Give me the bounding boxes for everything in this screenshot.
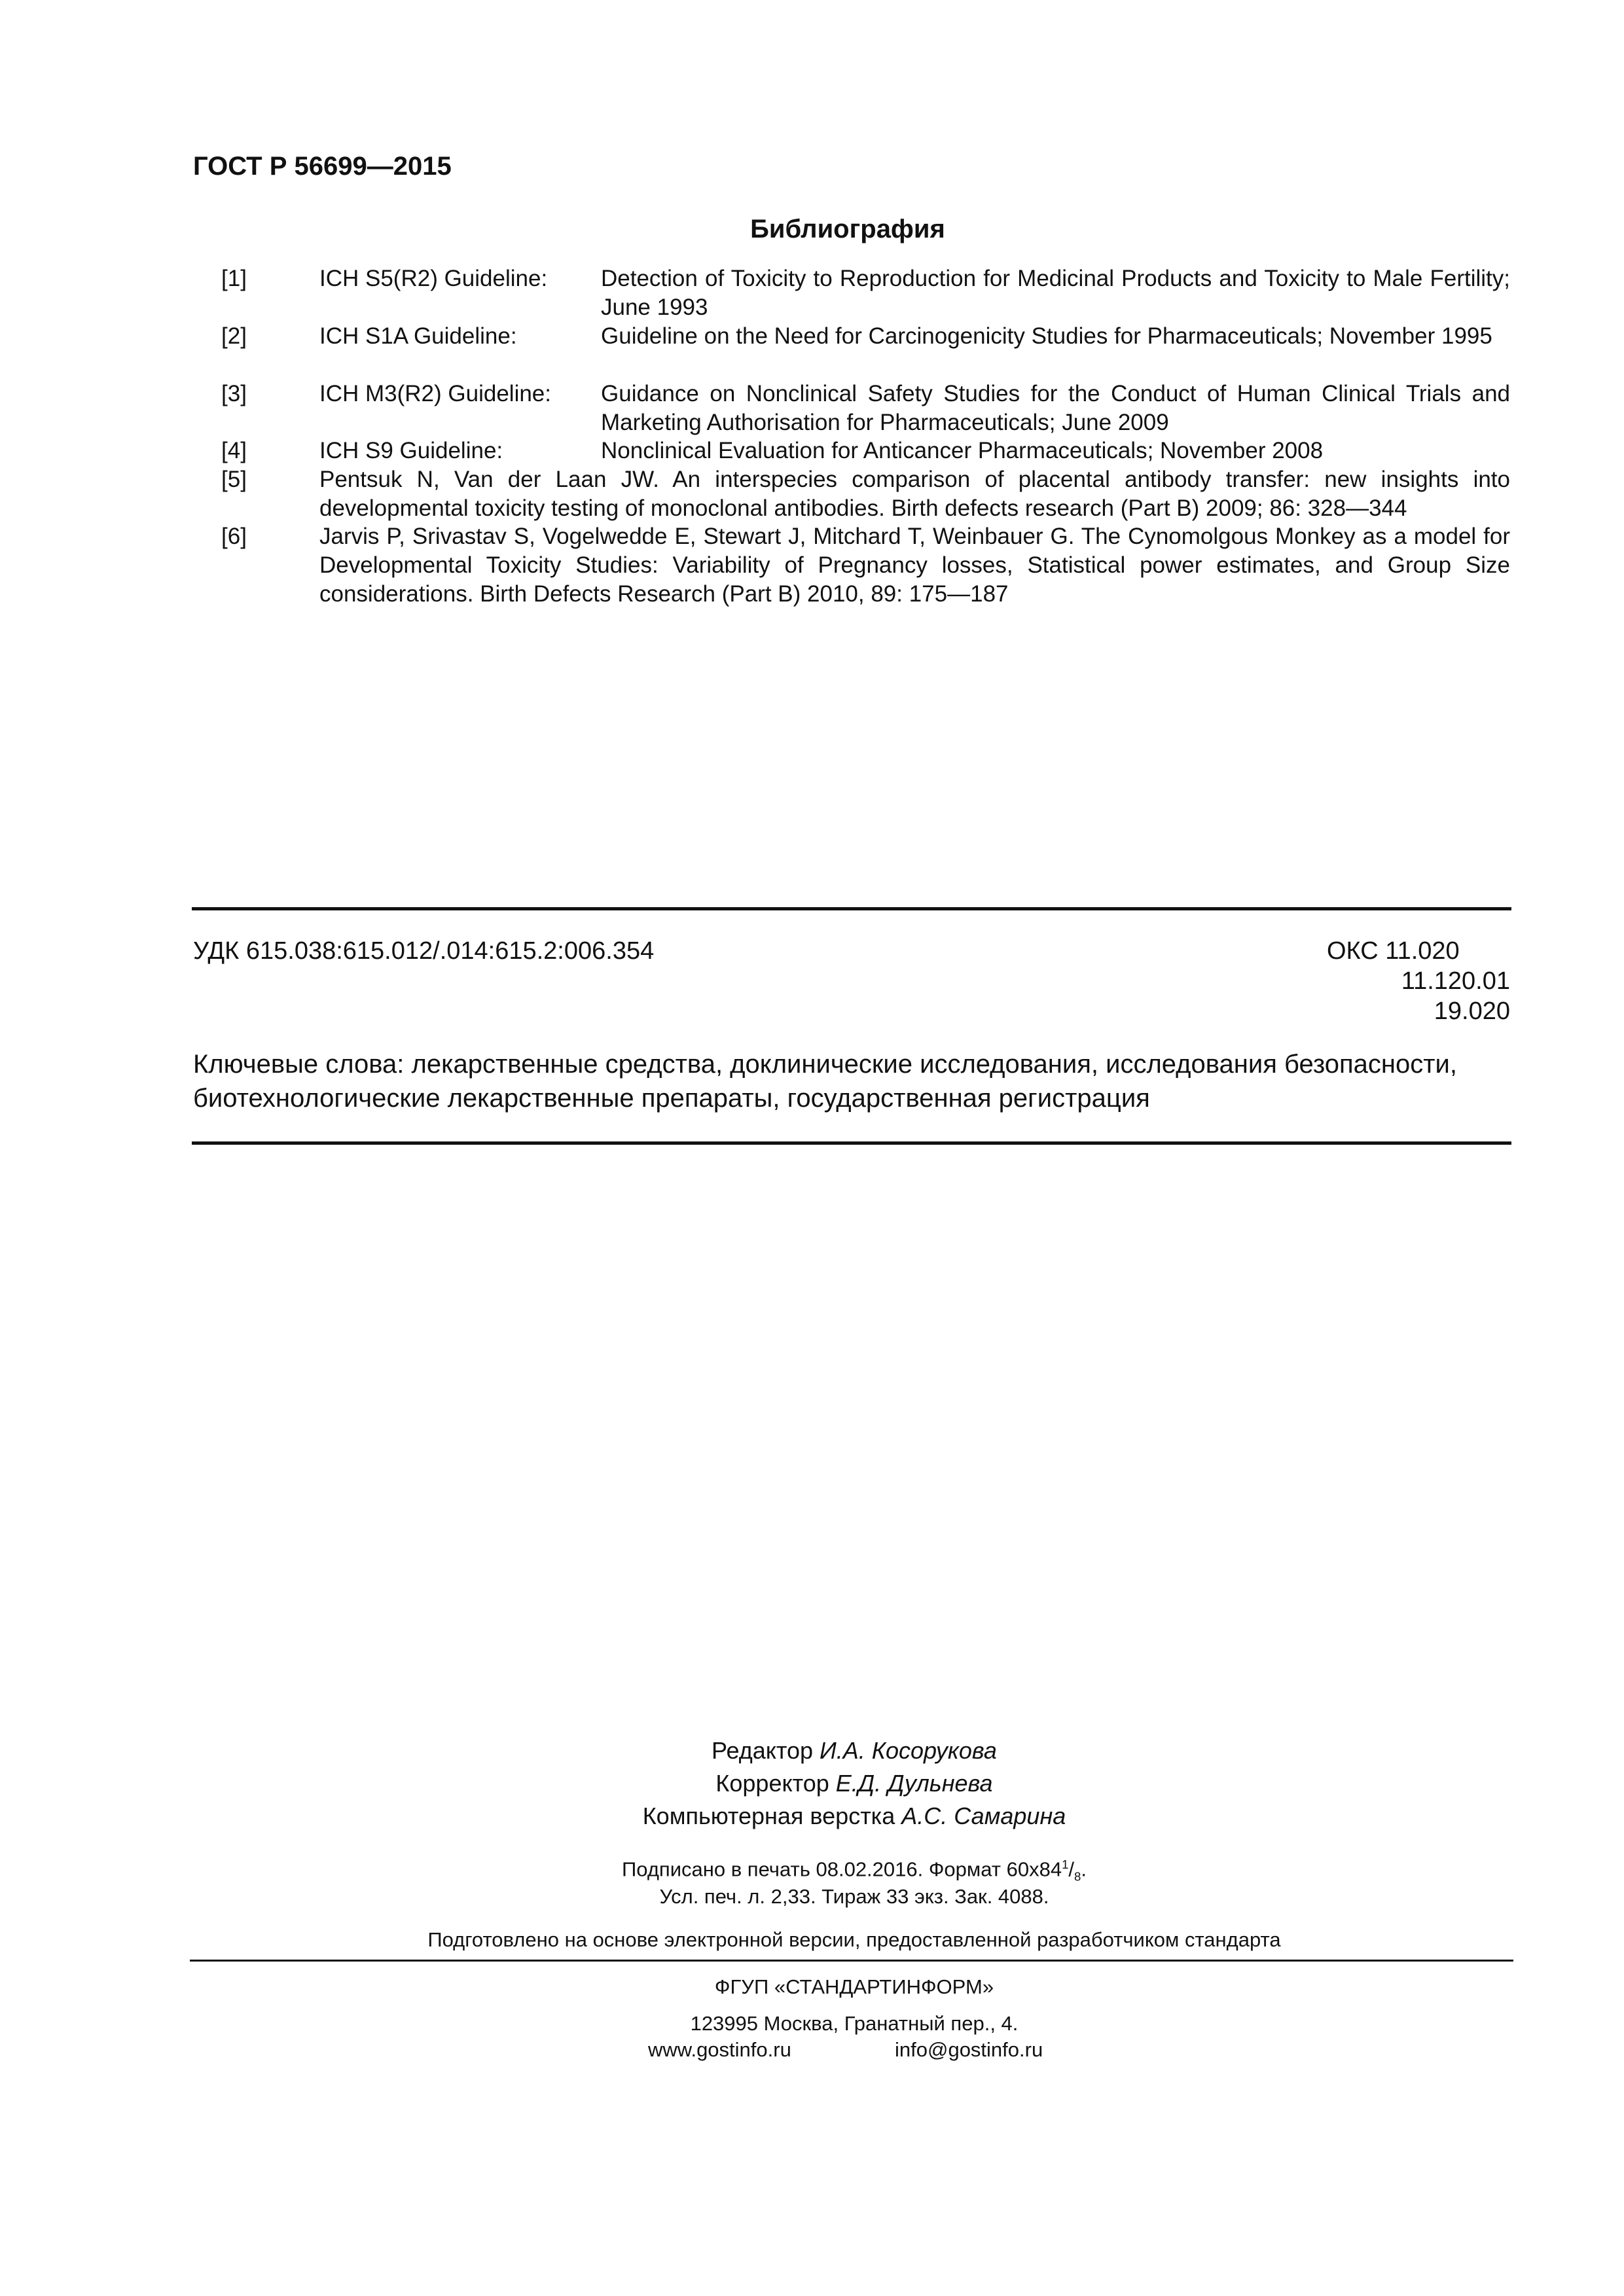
layout-line bbox=[0, 1803, 1624, 1830]
keywords: Ключевые слова: лекарственные средства, доклинические исследования, исследования безопасности, биотехнологические лекарственные препараты, государственная регистрация bbox=[193, 1050, 1457, 1113]
bibliography-title: Библиография bbox=[750, 215, 945, 243]
format-sup: 1 bbox=[1062, 1857, 1069, 1871]
publisher-name: ФГУП «СТАНДАРТИНФОРМ» bbox=[714, 1975, 994, 1998]
divider-bottom bbox=[192, 1141, 1511, 1145]
oks-code-3: 19.020 bbox=[1434, 997, 1510, 1025]
publisher-address: 123995 Москва, Гранатный пер., 4. bbox=[690, 2012, 1019, 2035]
prepared-note: Подготовлено на основе электронной версии, предоставленной разработчиком стандарта bbox=[427, 1928, 1281, 1951]
entry-text: Guidance on Nonclinical Safety Studies for the Conduct of Human Clinical Trials and Marketing Authorisation for Pharmaceuticals; June 2009 bbox=[601, 381, 1510, 435]
divider-top bbox=[192, 907, 1511, 910]
oks-code: ОКС 11.020 bbox=[1327, 937, 1460, 965]
layout-name: А.С. Самарина bbox=[901, 1803, 1066, 1829]
entry-number: [2] bbox=[221, 323, 247, 349]
format-sub: 8 bbox=[1074, 1869, 1081, 1884]
entry-number: [3] bbox=[221, 381, 247, 406]
print-signed-line: Подписано в печать 08.02.2016. Формат $60x84^1/_8$. bbox=[621, 1857, 1087, 1884]
udk-code: УДК 615.038:615.012/.014:615.2:006.354 bbox=[193, 937, 655, 965]
document-code: ГОСТ Р 56699—2015 bbox=[193, 152, 452, 181]
corrector-line bbox=[0, 1770, 1624, 1797]
corrector-name: Е.Д. Дульнева bbox=[835, 1770, 993, 1797]
entry-source: ICH S5(R2) Guideline: bbox=[319, 266, 548, 291]
entry-text: Pentsuk N, Van der Laan JW. An interspecies comparison of placental antibody transfer: new insights into developmental toxicity testing of monoclonal antibodies. Birth defects research (Part B) 2009; 86: 328—344 bbox=[319, 467, 1510, 521]
editor-line bbox=[0, 1737, 1624, 1765]
oks-code-2: 11.120.01 bbox=[1401, 967, 1510, 995]
entry-number: [5] bbox=[221, 467, 247, 492]
entry-number: [6] bbox=[221, 524, 247, 549]
publisher-divider bbox=[190, 1960, 1513, 1962]
entry-number: [1] bbox=[221, 266, 247, 291]
entry-source: ICH S1A Guideline: bbox=[319, 323, 517, 349]
print-info-line: Усл. печ. л. 2,33. Тираж 33 экз. Зак. 4088. bbox=[659, 1885, 1049, 1908]
corrector-role: Корректор bbox=[715, 1770, 829, 1797]
entry-source: ICH M3(R2) Guideline: bbox=[319, 381, 551, 406]
editor-role: Редактор bbox=[712, 1737, 814, 1764]
layout-role: Компьютерная верстка bbox=[642, 1803, 895, 1829]
publisher-website-link[interactable]: www.gostinfo.ru bbox=[648, 2038, 791, 2061]
editor-name: И.А. Косорукова bbox=[820, 1737, 997, 1764]
publisher-email-link[interactable]: info@gostinfo.ru bbox=[895, 2038, 1043, 2061]
entry-text: Detection of Toxicity to Reproduction for Medicinal Products and Toxicity to Male Fertility; June 1993 bbox=[601, 266, 1510, 320]
entry-source: ICH S9 Guideline: bbox=[319, 438, 503, 463]
entry-text: Nonclinical Evaluation for Anticancer Pharmaceuticals; November 2008 bbox=[601, 438, 1324, 463]
entry-text: Guideline on the Need for Carcinogenicity Studies for Pharmaceuticals; November 1995 bbox=[601, 323, 1492, 349]
print-signed: Подписано в печать 08.02.2016. Формат 60x84 bbox=[621, 1857, 1062, 1881]
entry-text: Jarvis P, Srivastav S, Vogelwedde E, Stewart J, Mitchard T, Weinbauer G. The Cynomolgous Monkey as a model for Developmental Toxicity Studies: Variability of Pregnancy losses, Statistical power estimates, and Group Size considerations. Birth Defects Research (Part B) 2010, 89: 175—187 bbox=[319, 524, 1510, 607]
entry-number: [4] bbox=[221, 438, 247, 463]
